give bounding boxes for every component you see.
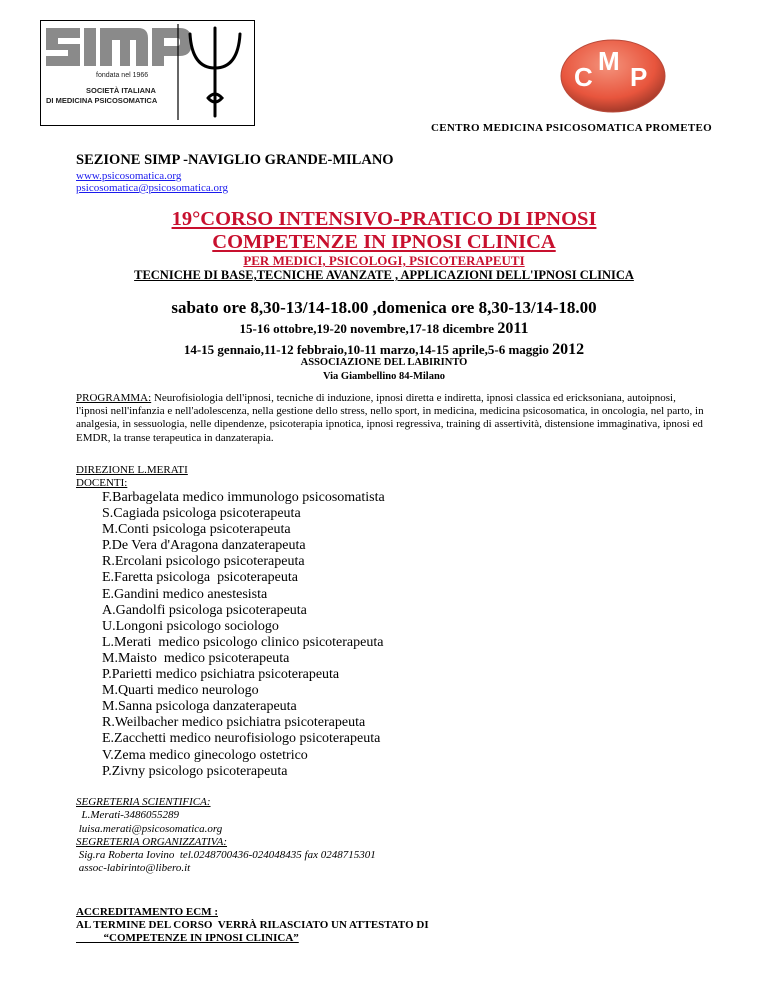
cmp-logo (558, 38, 668, 114)
segreteria-organizzativa-contact: Sig.ra Roberta Iovino tel.0248700436-024048435 fax 0248715301 (76, 849, 376, 862)
docenti-label: DOCENTI: (76, 477, 128, 489)
list-item: U.Longoni psicologo sociologo (102, 618, 279, 634)
svg-text:P: P (630, 62, 648, 92)
list-item: S.Cagiada psicologa psicoterapeuta (102, 506, 301, 522)
cmp-logo-graphic (558, 38, 668, 114)
segreteria-block (76, 796, 376, 876)
list-item: P.Parietti medico psichiatra psicoterapeuta (102, 667, 340, 683)
svg-text:M: M (598, 46, 620, 76)
list-item: A.Gandolfi psicologa psicoterapeuta (102, 602, 307, 618)
list-item: E.Gandini medico anestesista (102, 586, 268, 602)
direzione-label: DIREZIONE L.MERATI (76, 464, 188, 476)
course-subtitle: COMPETENZE IN IPNOSI CLINICA (212, 231, 556, 253)
segreteria-organizzativa-email: assoc-labirinto@libero.it (76, 862, 191, 875)
list-item: E.Zacchetti medico neurofisiologo psicoterapeuta (102, 731, 381, 747)
simp-name-line1: SOCIETÀ ITALIANA (86, 86, 156, 95)
svg-text:C: C (574, 62, 593, 92)
ecm-label: ACCREDITAMENTO ECM : (76, 906, 218, 918)
centro-prometeo-label: CENTRO MEDICINA PSICOSOMATICA PROMETEO (430, 122, 712, 134)
email-link[interactable]: psicosomatica@psicosomatica.org (76, 182, 228, 194)
list-item: F.Barbagelata medico immunologo psicosomatista (102, 490, 385, 505)
venue-address: Via Giambellino 84-Milano (322, 371, 446, 382)
list-item: E.Faretta psicologa psicoterapeuta (102, 570, 298, 586)
dates-2012-text: 14-15 gennaio,11-12 febbraio,10-11 marzo,14-15 aprile,5-6 maggio (183, 342, 553, 357)
course-title: 19°CORSO INTENSIVO-PRATICO DI IPNOSI (171, 208, 597, 230)
list-item: M.Maisto medico psicoterapeuta (102, 650, 290, 666)
course-audience: PER MEDICI, PSICOLOGI, PSICOTERAPEUTI (243, 253, 525, 268)
simp-logo (40, 20, 255, 126)
segreteria-organizzativa-label: SEGRETERIA ORGANIZZATIVA: (76, 835, 228, 848)
year-2012: 2012 (552, 341, 585, 358)
ecm-block (76, 906, 429, 945)
docenti-list (102, 490, 385, 780)
dates-2011-text: 15-16 ottobre,19-20 novembre,17-18 dicembre (239, 321, 498, 336)
segreteria-scientifica-contact: L.Merati-3486055289 (76, 809, 179, 822)
ecm-line1: AL TERMINE DEL CORSO VERRÀ RILASCIATO UN ATTESTATO DI (76, 919, 429, 931)
programma-label: PROGRAMMA: (76, 392, 152, 404)
venue-name: ASSOCIAZIONE DEL LABIRINTO (300, 357, 468, 368)
ecm-line2: “COMPETENZE IN IPNOSI CLINICA” (76, 932, 299, 944)
segreteria-scientifica-email: luisa.merati@psicosomatica.org (76, 822, 223, 835)
course-topics: TECNICHE DI BASE,TECNICHE AVANZATE , APPLICAZIONI DELL'IPNOSI CLINICA (134, 268, 634, 282)
list-item: R.Weilbacher medico psichiatra psicoterapeuta (102, 715, 366, 731)
list-item: P.Zivny psicologo psicoterapeuta (102, 763, 288, 779)
list-item: M.Sanna psicologa danzaterapeuta (102, 699, 297, 715)
schedule-hours: sabato ore 8,30-13/14-18.00 ,domenica ore 8,30-13/14-18.00 (171, 298, 597, 317)
website-link[interactable]: www.psicosomatica.org (76, 170, 182, 182)
list-item: R.Ercolani psicologo psicoterapeuta (102, 554, 305, 570)
sezione-heading: SEZIONE SIMP -NAVIGLIO GRANDE-MILANO (76, 152, 394, 168)
list-item: M.Conti psicologa psicoterapeuta (102, 522, 291, 538)
simp-name-line2: DI MEDICINA PSICOSOMATICA (46, 96, 158, 105)
list-item: P.De Vera d'Aragona danzaterapeuta (102, 538, 306, 554)
year-2011: 2011 (497, 320, 529, 337)
segreteria-scientifica-label: SEGRETERIA SCIENTIFICA: (76, 796, 211, 808)
list-item: M.Quarti medico neurologo (102, 683, 259, 699)
programma-paragraph (76, 392, 708, 445)
programma-text: Neurofisiologia dell'ipnosi, tecniche di induzione, ipnosi diretta e indiretta, ipnosi classica ed ericksoniana, autoipnosi, l'ipnosi nell'infanzia e nell'adolescenza, nella gestione dello stress, nello sport, in medicina, medicina psicosomatica, in oncologia, nel parto, in analgesia, in sessuologia, nelle dipendenze, psicoterapia ipnotica, ipnosi regressiva, training di assertività, distensione immaginativa, ipnosi ed EMDR, la transe terapeutica in danzaterapia. (76, 392, 704, 444)
list-item: L.Merati medico psicologo clinico psicoterapeuta (102, 634, 384, 650)
simp-founded: fondata nel 1966 (96, 72, 149, 79)
list-item: V.Zema medico ginecologo ostetrico (102, 747, 308, 763)
schedule-dates-2011 (0, 320, 768, 338)
